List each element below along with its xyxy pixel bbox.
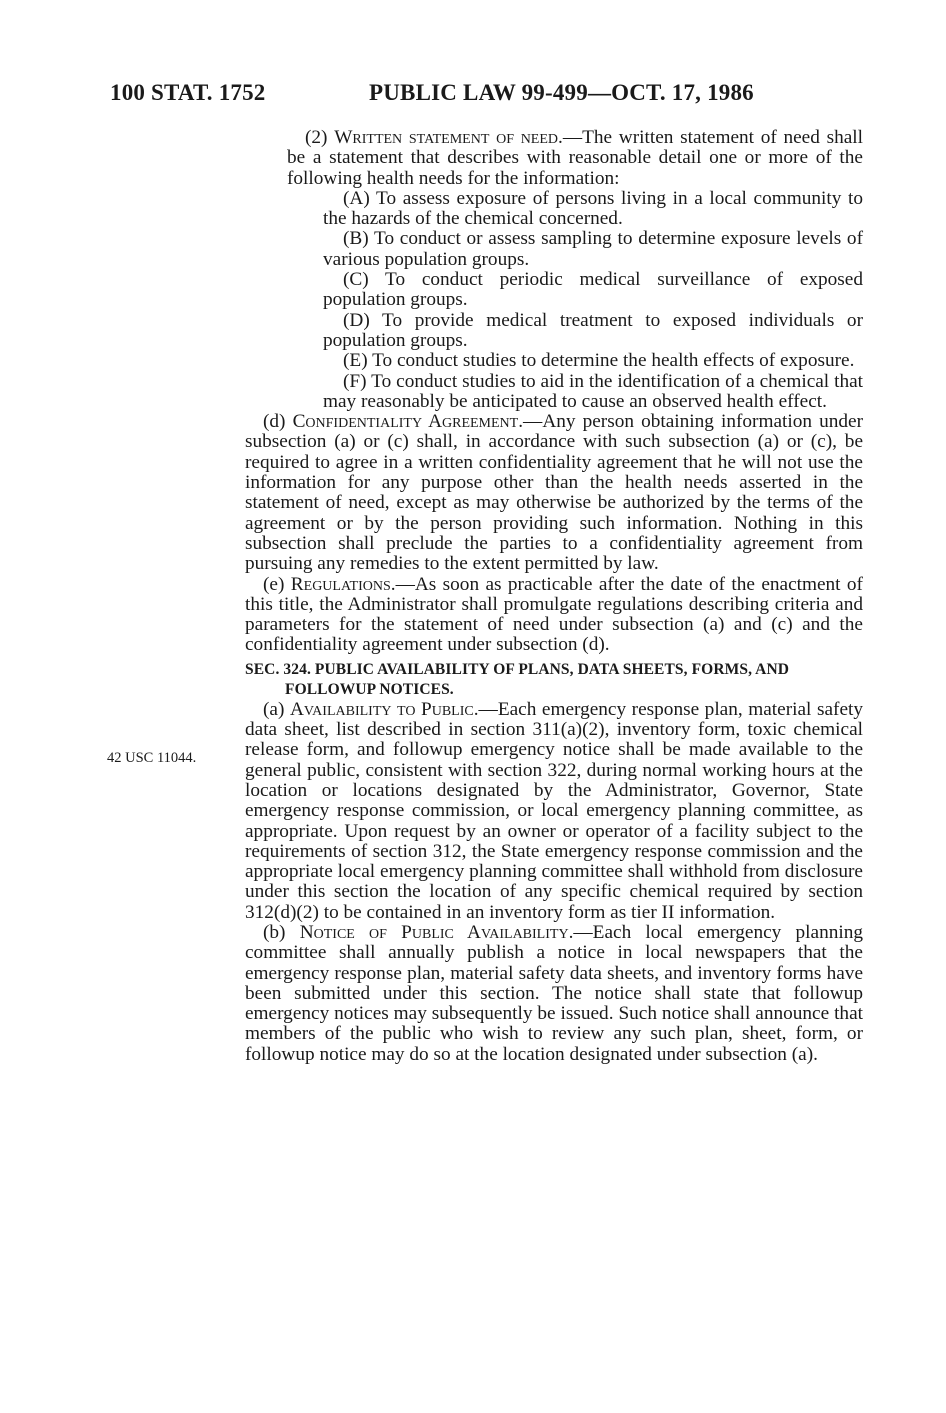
para-text: —Any person obtaining information under subsection (a) or (c) shall, in accordance with such subsection (a) or (c), be required to agree in a written confidentiality agreement that he will not use the information for any purpose other than the health needs asserted in the statement of need, except as may otherwise be authorized by the terms of the agreement or by the person providing such information. Nothing in this subsection shall preclude the parties to a confidentiality agreement from pursuing any remedies to the extent permitted by law. <box>245 411 864 575</box>
item-a: (A) To assess exposure of persons living in a local community to the hazards of the chemical concerned. <box>323 187 863 230</box>
page-stat-number: 100 STAT. 1752 <box>110 80 266 105</box>
item-b: (B) To conduct or assess sampling to determine exposure levels of various population groups. <box>323 228 863 270</box>
para-text: —The written statement of need shall be a statement that describes with reasonable detail one or more of the following health needs for the information: <box>287 127 863 189</box>
para-label: (d) <box>263 411 293 433</box>
para-text: —Each emergency response plan, material safety data sheet, list described in section 311(a)(2), inventory form, toxic chemical release form, and followup emergency notice shall be made available to the general public, consistent with section 322, during normal working hours at the location or locations designated by the Administrator, Governor, State emergency response commission, or local emergency planning committee, as appropriate. Upon request by an owner or operator of a facility subject to the requirements of section 312, the State emergency response commission and the appropriate local emergency planning committee shall withhold from disclosure under this section the location of any specific chemical required by section 312(d)(2) to be contained in an inventory form as tier II information. <box>245 698 863 923</box>
item-c: (C) To conduct periodic medical surveillance of exposed population groups. <box>323 269 863 311</box>
para-text: —Each local emergency planning committee shall annually publish a notice in local newspapers that the emergency response plan, material safety data sheets, and inventory forms have been submitted under this section. The notice shall state that followup emergency notices may subsequently be issued. Such notice shall announce that members of the public who wish to review any such plan, sheet, form, or followup notice may do so at the location designated under subsection (a). <box>245 921 864 1065</box>
para-heading: Written statement of need. <box>334 127 563 148</box>
paragraph-written-statement <box>287 128 863 189</box>
section-heading: SEC. 324. PUBLIC AVAILABILITY OF PLANS, DATA SHEETS, FORMS, AND FOLLOWUP NOTICES. <box>245 660 790 698</box>
document-body <box>245 128 863 1065</box>
para-heading: Notice of Public Availability. <box>299 921 574 943</box>
paragraph-availability <box>245 700 863 923</box>
para-label: (a) <box>263 698 290 720</box>
paragraph-confidentiality <box>245 412 863 574</box>
paragraph-notice <box>245 923 863 1065</box>
item-e: (E) To conduct studies to determine the health effects of exposure. <box>343 350 855 372</box>
para-label: (2) <box>305 127 335 148</box>
running-head: PUBLIC LAW 99-499—OCT. 17, 1986 <box>369 80 754 105</box>
para-heading: Confidentiality Agreement. <box>292 411 524 433</box>
item-f: (F) To conduct studies to aid in the identification of a chemical that may reasonably be anticipated to cause an observed health effect. <box>323 370 863 412</box>
item-d: (D) To provide medical treatment to exposed individuals or population groups. <box>323 309 863 351</box>
para-label: (b) <box>263 921 300 943</box>
paragraph-regulations <box>245 575 863 656</box>
para-text: —As soon as practicable after the date of the enactment of this title, the Administrator shall promulgate regulations describing criteria and parameters for the statement of need under subsection (a) and (c) and the confidentiality agreement under subsection (d). <box>245 573 863 656</box>
margin-citation: 42 USC 11044. <box>107 750 197 766</box>
para-label: (e) <box>263 573 291 595</box>
para-heading: Availability to Public. <box>289 698 479 720</box>
para-heading: Regulations. <box>290 573 396 595</box>
